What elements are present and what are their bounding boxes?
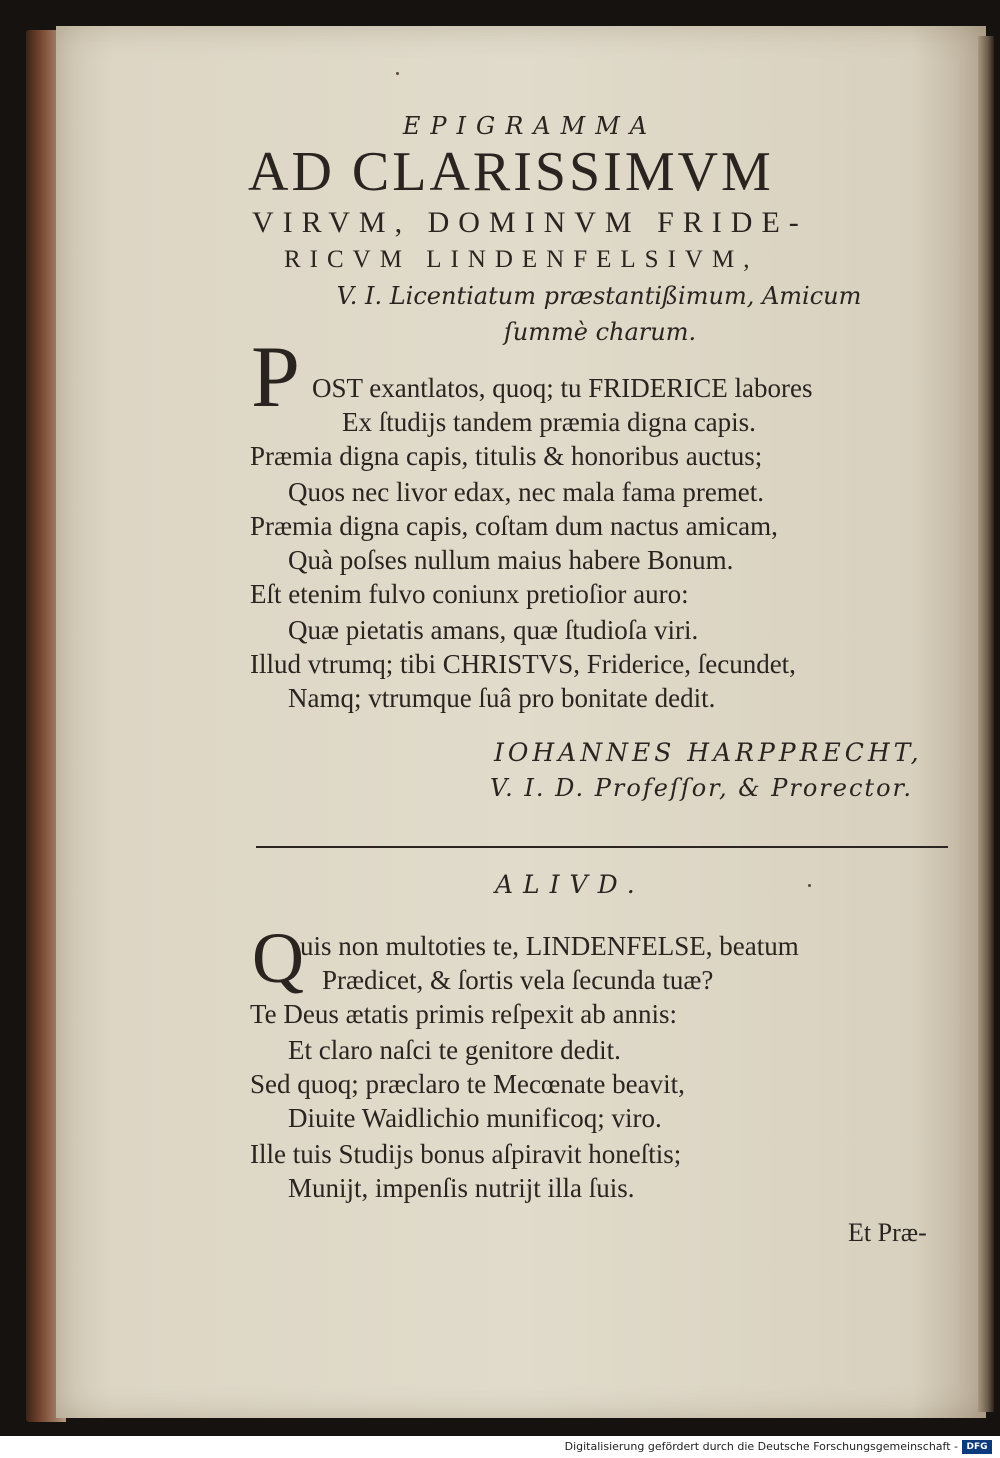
verse-line: Illud vtrumq; tibi CHRISTVS, Friderice, ſecundet,	[250, 649, 796, 679]
funding-credit: Digitalisierung gefördert durch die Deutsche Forschungsgemeinschaft -	[564, 1440, 958, 1453]
title-line-3: RICVM LINDENFELSIVM,	[284, 246, 759, 273]
ink-speck	[808, 884, 811, 887]
verse-line: Et claro naſci te genitore dedit.	[288, 1035, 621, 1065]
verse-line: Quà poſses nullum maius habere Bonum.	[288, 545, 734, 575]
title-line-1: AD CLARISSIMVM	[248, 141, 774, 203]
aliud-heading: ALIVD.	[495, 870, 645, 899]
epigramma-label: EPIGRAMMA	[402, 112, 658, 140]
drop-cap-q: Q	[252, 918, 304, 998]
verse-line: Prædicet, & ſortis vela ſecunda tuæ?	[322, 965, 714, 995]
ink-speck	[396, 72, 399, 75]
drop-cap-p: P	[251, 329, 300, 426]
verse-line: Namq; vtrumque ſuâ pro bonitate dedit.	[288, 683, 716, 713]
verse-line: Quæ pietatis amans, quæ ſtudioſa viri.	[288, 615, 699, 645]
signature-name: IOHANNES HARPPRECHT,	[494, 738, 923, 767]
catchword: Et Præ-	[848, 1218, 927, 1247]
section-divider-rule	[256, 846, 948, 848]
verse-line: OST exantlatos, quoq; tu FRIDERICE labores	[312, 373, 813, 403]
verse-line: Sed quoq; præclaro te Mecœnate beavit,	[250, 1069, 685, 1099]
verse-line: Præmia digna capis, coſtam dum nactus amicam,	[250, 511, 778, 541]
dfg-logo-icon[interactable]: DFG	[962, 1440, 992, 1454]
verse-line: Præmia digna capis, titulis & honoribus auctus;	[250, 441, 763, 471]
verse-line: Quos nec livor edax, nec mala fama premet.	[288, 477, 765, 507]
book-page-edge-right	[978, 36, 994, 1412]
signature-title: V. I. D. Profeſſor, & Prorector.	[490, 774, 913, 802]
title-line-2: VIRVM, DOMINVM FRIDE-	[252, 206, 808, 239]
dedication-line-2: ſummè charum.	[503, 318, 697, 346]
verse-line: Te Deus ætatis primis reſpexit ab annis:	[250, 999, 678, 1029]
dedication-line-1: V. I. Licentiatum præstantißimum, Amicum	[336, 282, 862, 310]
verse-line: Munijt, impenſis nutrijt illa ſuis.	[288, 1173, 635, 1203]
verse-line: Eſt etenim fulvo coniunx pretioſior auro:	[250, 579, 689, 609]
verse-line: Ille tuis Studijs bonus aſpiravit honeſtis;	[250, 1139, 682, 1169]
verse-line: uis non multoties te, LINDENFELSE, beatum	[300, 931, 799, 961]
verse-line: Ex ſtudijs tandem præmia digna capis.	[342, 407, 756, 437]
verse-line: Diuite Waidlichio munificoq; viro.	[288, 1103, 662, 1133]
